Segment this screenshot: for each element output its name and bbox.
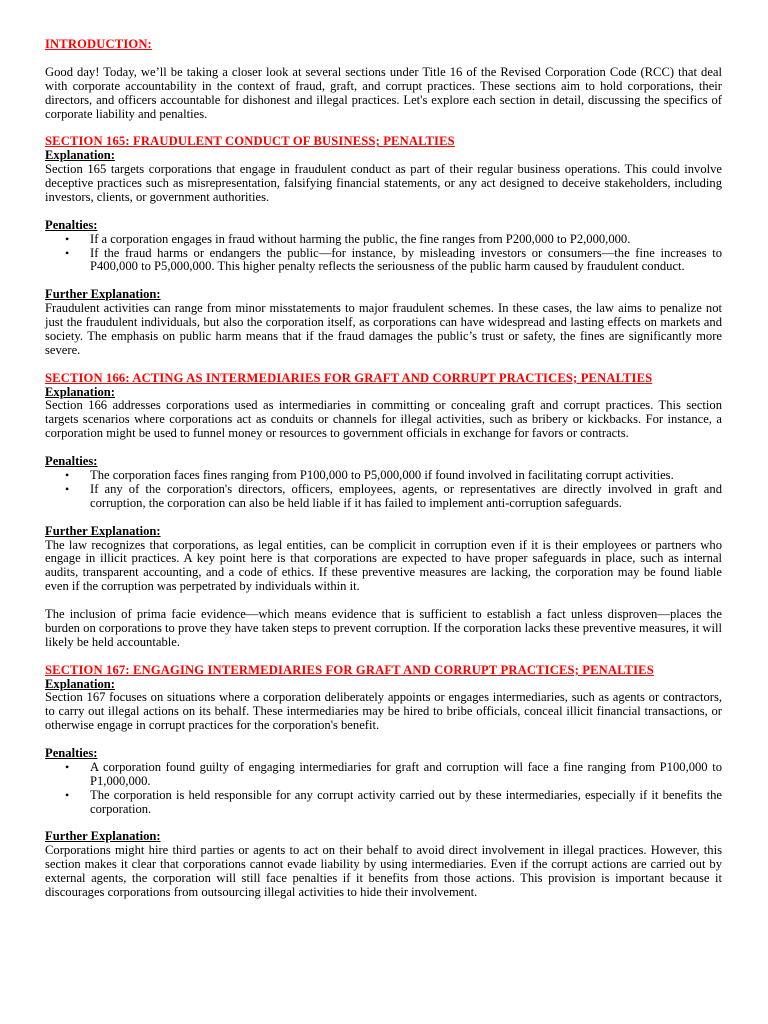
section-166-further-2: The inclusion of prima facie evidence—which means evidence that is sufficient to establish a fact unless disproven—places the burden on corporations to prove they have taken steps to prevent corruption. If the corporation lacks these preventive measures, it will likely be held accountable.	[45, 607, 722, 649]
list-item: • A corporation found guilty of engaging intermediaries for graft and corruption will face a fine ranging from P100,000 to P1,000,000.	[65, 759, 722, 788]
list-item: • If the fraud harms or endangers the public—for instance, by misleading investors or consumers—the fine increases to P400,000 to P5,000,000. This higher penalty reflects the seriousness of the public harm caused by fraudulent conduct.	[65, 245, 722, 274]
section-166-explanation: Section 166 addresses corporations used as intermediaries in committing or concealing graft and corrupt practices. This section targets scenarios where corporations act as conduits or channels for illegal activities, such as bribery or kickbacks. For instance, a corporation might be used to funnel money or resources to government officials in exchange for favors or contracts.	[45, 398, 722, 441]
bullet-icon: •	[65, 787, 70, 802]
section-166-further-label: Further Explanation:	[45, 523, 161, 538]
list-item: • If a corporation engages in fraud without harming the public, the fine ranges from P200,000 to P2,000,000.	[65, 231, 631, 246]
intro-text: Good day! Today, we’ll be taking a closer look at several sections under Title 16 of the Revised Corporation Code (RCC) that deal with corporate accountability in the context of fraud, graft, and corrupt practices. These sections aim to hold corporations, their directors, and officers accountable for dishonest and illegal practices. Let's explore each section in detail, discussing the specifics of corporate liability and penalties.	[45, 64, 722, 121]
section-166-heading: SECTION 166: ACTING AS INTERMEDIARIES FOR GRAFT AND CORRUPT PRACTICES; PENALTIES	[45, 370, 653, 385]
section-167-explanation: Section 167 focuses on situations where a corporation deliberately appoints or engages intermediaries, such as agents or contractors, to carry out illegal actions on its behalf. These intermediaries may be hired to bribe officials, conceal illicit financial transactions, or otherwise engage in corrupt practices for the corporation's benefit.	[45, 690, 722, 733]
section-167-penalties-list	[45, 761, 722, 817]
bullet-icon: •	[65, 481, 70, 496]
section-166-penalties-label: Penalties:	[45, 454, 98, 469]
section-165-explanation-label: Explanation:	[45, 148, 115, 163]
section-166-further: The law recognizes that corporations, as legal entities, can be complicit in corruption even if it is their employees or partners who engage in illicit practices. A key point here is that corporations are expected to have proper safeguards in place, such as internal audits, transparent accounting, and a code of ethics. If these preventive measures are lacking, the corporation may be found liable even if the corruption was perpetrated by individuals within it.	[45, 537, 722, 594]
section-167-heading: SECTION 167: ENGAGING INTERMEDIARIES FOR GRAFT AND CORRUPT PRACTICES; PENALTIES	[45, 662, 654, 677]
section-165-penalties-list	[45, 233, 722, 275]
list-item: • The corporation faces fines ranging from P100,000 to P5,000,000 if found involved in facilitating corrupt activities.	[65, 468, 674, 482]
section-165-penalties-label: Penalties:	[45, 217, 98, 232]
section-167-explanation-label: Explanation:	[45, 676, 115, 691]
section-165-explanation: Section 165 targets corporations that engage in fraudulent conduct as part of their regular business operations. This could involve deceptive practices such as misrepresentation, falsifying financial statements, or any act designed to deceive stakeholders, including investors, clients, or government authorities.	[45, 162, 722, 204]
section-167-penalties-label: Penalties:	[45, 746, 98, 761]
section-167-further-label: Further Explanation:	[45, 829, 161, 844]
list-item: • If any of the corporation's directors, officers, employees, agents, or representatives are directly involved in graft and corruption, the corporation can also be held liable if it has failed to implement anti-corruption safeguards.	[65, 481, 722, 510]
section-166-explanation-label: Explanation:	[45, 384, 115, 399]
bullet-icon: •	[65, 245, 70, 260]
section-166-penalties-list	[45, 469, 722, 511]
section-167-further: Corporations might hire third parties or agents to act on their behalf to avoid direct involvement in illegal practices. However, this section makes it clear that corporations cannot evade liability by using intermediaries. Even if the corrupt actions are carried out by external agents, the corporation will still face penalties if it benefits from those actions. This provision is important because it discourages corporations from outsourcing illegal activities to hide their involvement.	[45, 843, 722, 900]
section-165-further-label: Further Explanation:	[45, 287, 161, 302]
bullet-icon: •	[65, 468, 70, 482]
section-165-further: Fraudulent activities can range from minor misstatements to major fraudulent schemes. In these cases, the law aims to penalize not just the fraudulent individuals, but also the corporation itself, as corporations can have widespread and lasting effects on markets and society. The emphasis on public harm means that if the fraud damages the public’s trust or safety, the fines are significantly more severe.	[45, 301, 722, 357]
bullet-icon: •	[65, 231, 70, 246]
intro-heading: INTRODUCTION:	[45, 37, 152, 51]
section-165-heading: SECTION 165: FRAUDULENT CONDUCT OF BUSINESS; PENALTIES	[45, 134, 455, 149]
document-page	[45, 38, 722, 900]
bullet-icon: •	[65, 759, 70, 774]
list-item: • The corporation is held responsible for any corrupt activity carried out by these intermediaries, especially if it benefits the corporation.	[65, 787, 722, 816]
